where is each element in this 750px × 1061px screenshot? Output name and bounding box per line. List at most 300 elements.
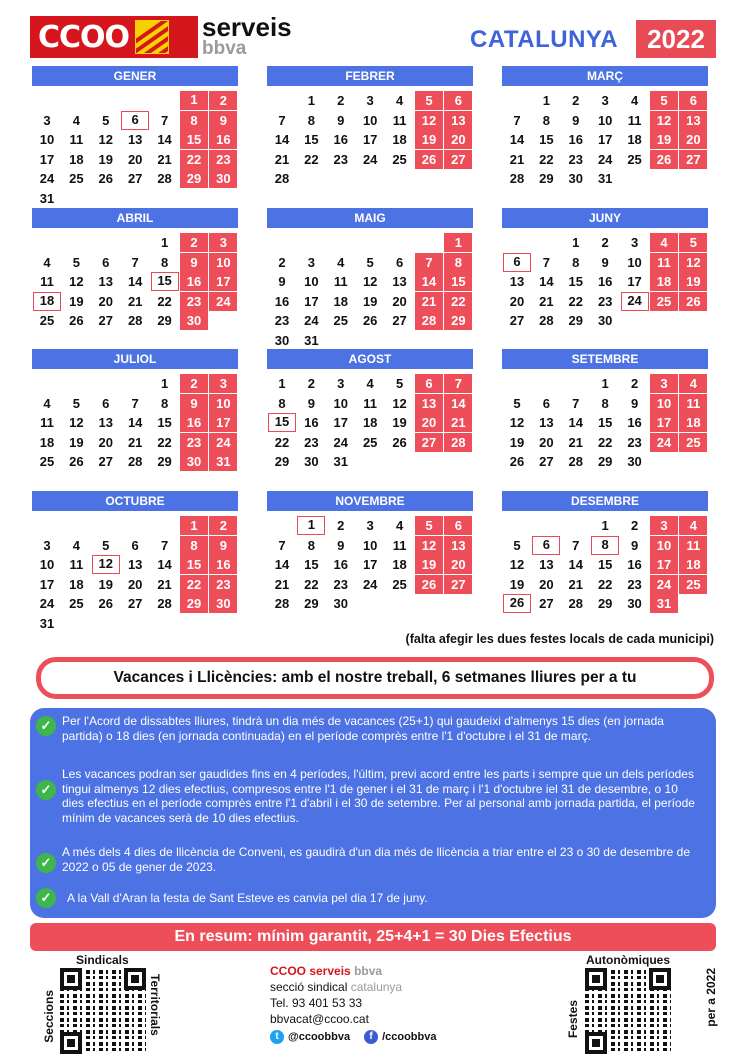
day-cell: 8 (307, 537, 315, 553)
month-grid (267, 374, 473, 472)
weekend-day: 28 (444, 433, 472, 452)
day-cell: 3 (307, 254, 315, 270)
day-cell: 27 (98, 313, 114, 328)
weekend-day: 30 (209, 169, 237, 188)
weekend-day: 9 (209, 111, 237, 130)
month-header: JULIOL (32, 349, 238, 369)
weekend-day: 15 (180, 555, 208, 574)
weekend-day: 23 (180, 433, 208, 452)
day-cell: 4 (72, 537, 80, 553)
weekend-day: 26 (650, 150, 678, 169)
weekend-day: 14 (415, 272, 443, 291)
day-cell: 10 (362, 537, 378, 553)
weekend-day: 3 (650, 516, 678, 535)
day-cell: 7 (160, 537, 169, 553)
day-cell: 8 (601, 395, 609, 411)
weekend-day: 21 (415, 292, 443, 311)
weekend-day: 24 (209, 292, 237, 311)
day-cell: 23 (274, 313, 290, 328)
day-cell: 16 (274, 293, 290, 309)
day-cell: 19 (98, 576, 114, 592)
month-header: MAIG (267, 208, 473, 228)
day-cell: 17 (627, 274, 642, 289)
month-header: GENER (32, 66, 238, 86)
facebook-icon: f (364, 1030, 378, 1044)
brand-serveis: serveis (202, 12, 292, 42)
weekend-day: 5 (415, 516, 443, 535)
logo-text: CCOO (38, 19, 130, 55)
facebook-link[interactable]: f /ccoobbva (364, 1029, 436, 1045)
day-cell: 9 (337, 112, 345, 128)
day-cell: 2 (337, 518, 345, 533)
day-cell: 22 (274, 434, 290, 450)
day-cell: 5 (72, 254, 80, 270)
day-cell: 18 (69, 151, 84, 167)
day-cell: 30 (304, 454, 319, 469)
day-cell: 24 (304, 313, 319, 328)
day-cell: 22 (157, 293, 172, 309)
day-cell: 28 (127, 454, 143, 469)
day-cell: 1 (160, 235, 169, 250)
day-cell: 4 (72, 112, 80, 128)
day-cell: 15 (597, 415, 613, 430)
day-cell: 21 (274, 151, 290, 167)
weekend-day: 25 (679, 575, 707, 594)
day-cell: 14 (539, 274, 554, 289)
day-cell: 11 (392, 112, 407, 128)
day-cell: 26 (362, 313, 378, 328)
day-cell: 15 (568, 274, 584, 289)
day-cell: 17 (362, 132, 378, 147)
day-cell: 15 (597, 557, 613, 572)
day-cell: 4 (43, 395, 51, 411)
day-cell: 5 (72, 395, 80, 411)
weekend-day: 29 (444, 311, 472, 330)
weekend-day: 13 (444, 536, 472, 555)
day-cell: 23 (627, 434, 642, 450)
day-cell: 31 (597, 171, 613, 186)
day-cell: 30 (274, 332, 290, 348)
day-cell: 12 (509, 415, 525, 430)
weekend-day: 20 (679, 130, 707, 149)
contact-phone: Tel. 93 401 53 33 (270, 996, 363, 1010)
weekend-day: 12 (415, 536, 443, 555)
qr-right-side-label: Festes (566, 1000, 580, 1039)
weekend-day: 27 (444, 150, 472, 169)
weekend-day: 30 (180, 311, 208, 330)
day-cell: 13 (539, 557, 554, 572)
day-cell: 9 (337, 537, 345, 553)
month-header: DESEMBRE (502, 491, 708, 511)
day-cell: 8 (278, 395, 286, 411)
day-cell: 2 (601, 235, 609, 250)
day-cell: 10 (39, 132, 55, 147)
holiday-day: 1 (297, 516, 325, 535)
day-cell: 3 (337, 376, 345, 391)
day-cell: 9 (307, 395, 315, 411)
day-cell: 7 (278, 537, 286, 553)
day-cell: 6 (102, 254, 110, 270)
day-cell: 11 (40, 274, 54, 289)
day-cell: 25 (362, 434, 378, 450)
day-cell: 31 (39, 615, 55, 631)
day-cell: 1 (160, 376, 169, 391)
month-grid (32, 374, 238, 472)
contact-email[interactable]: bbvacat@ccoo.cat (270, 1012, 369, 1026)
day-cell: 12 (362, 274, 378, 289)
day-cell: 10 (39, 557, 55, 572)
day-cell: 16 (597, 274, 613, 289)
weekend-day: 24 (650, 433, 678, 452)
weekend-day: 20 (415, 413, 443, 432)
weekend-day: 8 (180, 111, 208, 130)
weekend-day: 25 (650, 292, 678, 311)
day-cell: 16 (627, 557, 642, 572)
day-cell: 20 (509, 293, 525, 309)
day-cell: 25 (39, 454, 55, 469)
month-grid (32, 233, 238, 331)
contact-section: secció sindical (270, 980, 348, 994)
month-grid (502, 516, 708, 614)
day-cell: 25 (392, 576, 407, 592)
check-icon: ✓ (36, 888, 56, 908)
day-cell: 9 (630, 537, 639, 553)
weekend-day: 6 (415, 374, 443, 393)
day-cell: 6 (102, 395, 110, 411)
day-cell: 3 (630, 235, 639, 250)
weekend-day: 24 (209, 433, 237, 452)
month-header: FEBRER (267, 66, 473, 86)
day-cell: 29 (274, 454, 290, 469)
day-cell: 21 (157, 576, 172, 592)
day-cell: 13 (98, 415, 114, 430)
day-cell: 3 (43, 112, 51, 128)
weekend-day: 26 (679, 292, 707, 311)
day-cell: 21 (127, 293, 143, 309)
day-cell: 3 (366, 93, 374, 108)
day-cell: 20 (392, 293, 407, 309)
weekend-day: 13 (415, 394, 443, 413)
day-cell: 4 (43, 254, 51, 270)
day-cell: 5 (102, 112, 110, 128)
month-març (502, 66, 708, 189)
day-cell: 15 (539, 132, 554, 147)
day-cell: 13 (98, 274, 114, 289)
day-cell: 20 (127, 576, 143, 592)
day-cell: 25 (392, 151, 407, 167)
weekend-day: 10 (650, 536, 678, 555)
weekend-day: 11 (679, 394, 707, 413)
weekend-day: 4 (679, 374, 707, 393)
day-cell: 5 (513, 395, 521, 411)
day-cell: 18 (69, 576, 84, 592)
day-cell: 29 (597, 596, 613, 611)
month-header: AGOST (267, 349, 473, 369)
day-cell: 16 (333, 132, 349, 147)
twitter-icon: t (270, 1030, 284, 1044)
day-cell: 18 (362, 415, 378, 430)
day-cell: 6 (131, 537, 139, 553)
day-cell: 7 (572, 537, 580, 553)
day-cell: 24 (362, 151, 378, 167)
local-holidays-note: (falta afegir les dues festes locals de cada municipi) (405, 632, 714, 646)
day-cell: 17 (362, 557, 378, 572)
day-cell: 12 (98, 132, 114, 147)
qr-right-side-label2: per a 2022 (704, 968, 718, 1027)
info-item: Per l'Acord de dissabtes lliures, tindrà un dia més de vacances (25+1) qui gaudeixi d'almenys 15 dies (en jornada partida) o 18 dies (en jornada continuada) en el període comprès entre l'1 d'octubre i el 31 de març. (62, 714, 664, 743)
summary-banner: En resum: mínim garantit, 25+4+1 = 30 Dies Efectius (30, 923, 716, 951)
weekend-day: 19 (650, 130, 678, 149)
contact-brand2: bbva (354, 964, 383, 978)
weekend-day: 9 (209, 536, 237, 555)
day-cell: 27 (509, 313, 525, 328)
weekend-day: 3 (209, 233, 237, 252)
day-cell: 5 (395, 376, 404, 391)
day-cell: 7 (542, 254, 550, 270)
day-cell: 8 (542, 112, 550, 128)
day-cell: 5 (102, 537, 110, 553)
day-cell: 19 (69, 293, 84, 309)
day-cell: 9 (630, 395, 639, 411)
day-cell: 18 (392, 132, 407, 147)
day-cell: 17 (597, 132, 613, 147)
day-cell: 25 (39, 313, 55, 328)
region-title: CATALUNYA (470, 26, 619, 53)
day-cell: 22 (304, 151, 319, 167)
day-cell: 25 (333, 313, 349, 328)
day-cell: 20 (539, 434, 554, 450)
weekend-day: 17 (209, 272, 237, 291)
qr-left-side-label2: Territorials (148, 974, 162, 1036)
day-cell: 11 (392, 537, 407, 553)
weekend-day: 3 (209, 374, 237, 393)
holiday-day: 6 (503, 253, 531, 272)
day-cell: 22 (568, 293, 584, 309)
weekend-day: 8 (444, 253, 472, 272)
day-cell: 22 (597, 434, 613, 450)
day-cell: 23 (333, 576, 349, 592)
day-cell: 3 (43, 537, 51, 553)
weekend-day: 9 (180, 253, 208, 272)
day-cell: 10 (304, 274, 319, 289)
weekend-day: 23 (209, 575, 237, 594)
weekend-day: 12 (679, 253, 707, 272)
day-cell: 15 (304, 557, 319, 572)
day-cell: 12 (69, 274, 84, 289)
weekend-day: 11 (679, 536, 707, 555)
weekend-day: 2 (180, 233, 208, 252)
day-cell: 14 (568, 415, 584, 430)
day-cell: 27 (539, 596, 554, 611)
month-grid (267, 91, 473, 189)
month-febrer (267, 66, 473, 189)
day-cell: 8 (307, 112, 315, 128)
day-cell: 18 (333, 293, 349, 309)
twitter-link[interactable]: t @ccoobbva (270, 1029, 350, 1045)
day-cell: 28 (274, 171, 290, 186)
day-cell: 4 (395, 518, 404, 533)
day-cell: 9 (572, 112, 580, 128)
weekend-day: 10 (650, 394, 678, 413)
day-cell: 31 (39, 190, 55, 206)
day-cell: 23 (333, 151, 349, 167)
day-cell: 28 (568, 596, 584, 611)
weekend-day: 30 (209, 594, 237, 613)
day-cell: 29 (597, 454, 613, 469)
day-cell: 24 (597, 151, 613, 167)
day-cell: 22 (597, 576, 613, 592)
weekend-day: 22 (180, 575, 208, 594)
weekend-day: 5 (679, 233, 707, 252)
day-cell: 17 (333, 415, 349, 430)
holiday-day: 1 (180, 91, 208, 110)
day-cell: 11 (627, 112, 642, 128)
day-cell: 2 (572, 93, 580, 108)
month-grid (267, 233, 473, 350)
weekend-day: 3 (650, 374, 678, 393)
month-maig (267, 208, 473, 350)
day-cell: 26 (98, 171, 114, 186)
month-grid (502, 91, 708, 189)
month-novembre (267, 491, 473, 614)
info-item: A la Vall d'Aran la festa de Sant Esteve es canvia pel dia 17 de juny. (67, 891, 428, 905)
month-header: SETEMBRE (502, 349, 708, 369)
day-cell: 10 (333, 395, 349, 411)
day-cell: 12 (392, 395, 407, 411)
day-cell: 20 (539, 576, 554, 592)
year-badge: 2022 (636, 20, 716, 58)
weekend-day: 18 (650, 272, 678, 291)
weekend-day: 29 (180, 594, 208, 613)
day-cell: 23 (627, 576, 642, 592)
day-cell: 19 (392, 415, 407, 430)
day-cell: 24 (333, 434, 349, 450)
day-cell: 21 (127, 434, 143, 450)
weekend-day: 28 (415, 311, 443, 330)
day-cell: 14 (274, 132, 290, 147)
day-cell: 1 (278, 376, 286, 391)
weekend-day: 6 (444, 516, 472, 535)
day-cell: 14 (274, 557, 290, 572)
day-cell: 24 (39, 596, 55, 611)
weekend-day: 15 (180, 130, 208, 149)
day-cell: 26 (509, 454, 525, 469)
info-item: A més dels 4 dies de llicència de Conveni, es gaudirà d'un dia més de llicència a triar entre el 23 o 30 de desembre de 2022 o 05 de gener de 2023. (62, 845, 690, 874)
day-cell: 22 (157, 434, 172, 450)
weekend-day: 8 (180, 536, 208, 555)
day-cell: 28 (157, 596, 172, 611)
contact-block (270, 963, 436, 1045)
weekend-day: 6 (679, 91, 707, 110)
day-cell: 21 (274, 576, 290, 592)
day-cell: 4 (630, 93, 639, 108)
weekend-day: 17 (650, 555, 678, 574)
day-cell: 19 (509, 434, 525, 450)
weekend-day: 21 (444, 413, 472, 432)
holiday-day: 6 (532, 536, 560, 555)
month-gener (32, 66, 238, 208)
day-cell: 29 (304, 596, 319, 611)
day-cell: 14 (127, 415, 143, 430)
weekend-day: 31 (209, 452, 237, 471)
qr-right-title: Autonòmiques (586, 953, 670, 967)
day-cell: 23 (568, 151, 584, 167)
day-cell: 26 (69, 313, 84, 328)
info-box (30, 708, 716, 918)
day-cell: 21 (539, 293, 554, 309)
day-cell: 12 (509, 557, 525, 572)
day-cell: 24 (39, 171, 55, 186)
day-cell: 1 (307, 93, 315, 108)
catalan-flag-icon (135, 20, 169, 54)
weekend-day: 4 (679, 516, 707, 535)
weekend-day: 6 (444, 91, 472, 110)
day-cell: 31 (333, 454, 349, 469)
day-cell: 21 (568, 576, 584, 592)
holiday-day: 8 (591, 536, 619, 555)
day-cell: 10 (627, 254, 642, 270)
month-header: ABRIL (32, 208, 238, 228)
day-cell: 13 (539, 415, 554, 430)
day-cell: 5 (513, 537, 521, 553)
day-cell: 13 (127, 132, 143, 147)
holiday-day: 15 (268, 413, 296, 432)
weekend-day: 10 (209, 394, 237, 413)
weekend-day: 25 (679, 433, 707, 452)
day-cell: 26 (98, 596, 114, 611)
day-cell: 1 (601, 376, 609, 391)
weekend-day: 9 (180, 394, 208, 413)
day-cell: 2 (337, 93, 345, 108)
qr-code-seccions[interactable] (60, 968, 146, 1054)
day-cell: 18 (39, 434, 55, 450)
day-cell: 27 (127, 171, 143, 186)
qr-code-festes[interactable] (585, 968, 671, 1054)
weekend-day: 13 (444, 111, 472, 130)
day-cell: 11 (40, 415, 54, 430)
weekend-day: 13 (679, 111, 707, 130)
day-cell: 29 (157, 454, 172, 469)
day-cell: 5 (366, 254, 374, 270)
weekend-day: 15 (444, 272, 472, 291)
weekend-day: 2 (209, 91, 237, 110)
day-cell: 19 (362, 293, 378, 309)
day-cell: 2 (278, 254, 286, 270)
weekend-day: 5 (415, 91, 443, 110)
weekend-day: 22 (180, 150, 208, 169)
day-cell: 31 (304, 332, 319, 348)
day-cell: 16 (304, 415, 319, 430)
holiday-day: 18 (33, 292, 61, 311)
weekend-day: 1 (180, 516, 208, 535)
day-cell: 26 (69, 454, 84, 469)
day-cell: 1 (601, 518, 609, 533)
weekend-day: 24 (650, 575, 678, 594)
day-cell: 11 (69, 132, 84, 147)
day-cell: 16 (333, 557, 349, 572)
contact-region: catalunya (350, 980, 403, 994)
day-cell: 28 (509, 171, 525, 186)
weekend-day: 26 (415, 150, 443, 169)
day-cell: 9 (601, 254, 609, 270)
day-cell: 29 (568, 313, 584, 328)
day-cell: 27 (539, 454, 554, 469)
day-cell: 28 (539, 313, 554, 328)
day-cell: 28 (157, 171, 172, 186)
weekend-day: 19 (415, 130, 443, 149)
month-header: JUNY (502, 208, 708, 228)
day-cell: 28 (274, 596, 290, 611)
